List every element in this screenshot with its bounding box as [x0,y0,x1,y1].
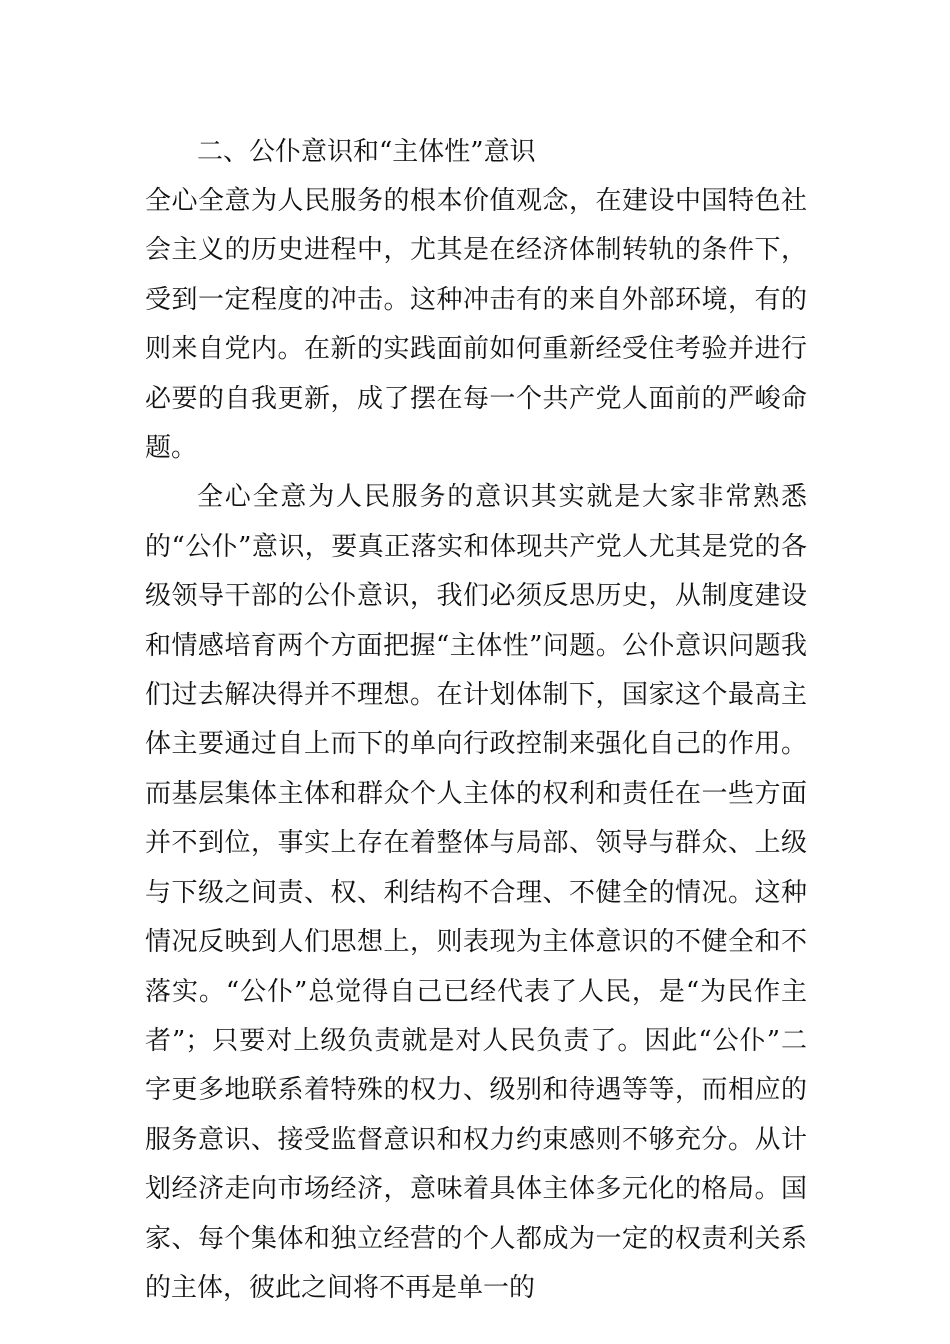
paragraph-2: 全心全意为人民服务的意识其实就是大家非常熟悉的“公仆”意识，要真正落实和体现共产党人尤其是党的各级领导干部的公仆意识，我们必须反思历史，从制度建设和情感培育两个方面把握“主体性”问题。公仆意识问题我们过去解决得并不理想。在计划体制下，国家这个最高主体主要通过自上而下的单向行政控制来强化自己的作用。而基层集体主体和群众个人主体的权利和责任在一些方面并不到位，事实上存在着整体与局部、领导与群众、上级与下级之间责、权、利结构不合理、不健全的情况。这种情况反映到人们思想上，则表现为主体意识的不健全和不落实。“公仆”总觉得自己已经代表了人民，是“为民作主者”；只要对上级负责就是对人民负责了。因此“公仆”二字更多地联系着特殊的权力、级别和待遇等等，而相应的服务意识、接受监督意识和权力约束感则不够充分。从计划经济走向市场经济，意味着具体主体多元化的格局。国家、每个集体和独立经营的个人都成为一定的权责利关系的主体，彼此之间将不再是单一的 [145,482,807,1303]
document-body [145,128,807,1313]
section-heading: 二、公仆意识和“主体性”意识 [197,137,536,167]
paragraph-1: 全心全意为人民服务的根本价值观念，在建设中国特色社会主义的历史进程中，尤其是在经济体制转轨的条件下，受到一定程度的冲击。这种冲击有的来自外部环境，有的则来自党内。在新的实践面前如何重新经受住考验并进行必要的自我更新，成了摆在每一个共产党人面前的严峻命题。 [145,186,807,464]
